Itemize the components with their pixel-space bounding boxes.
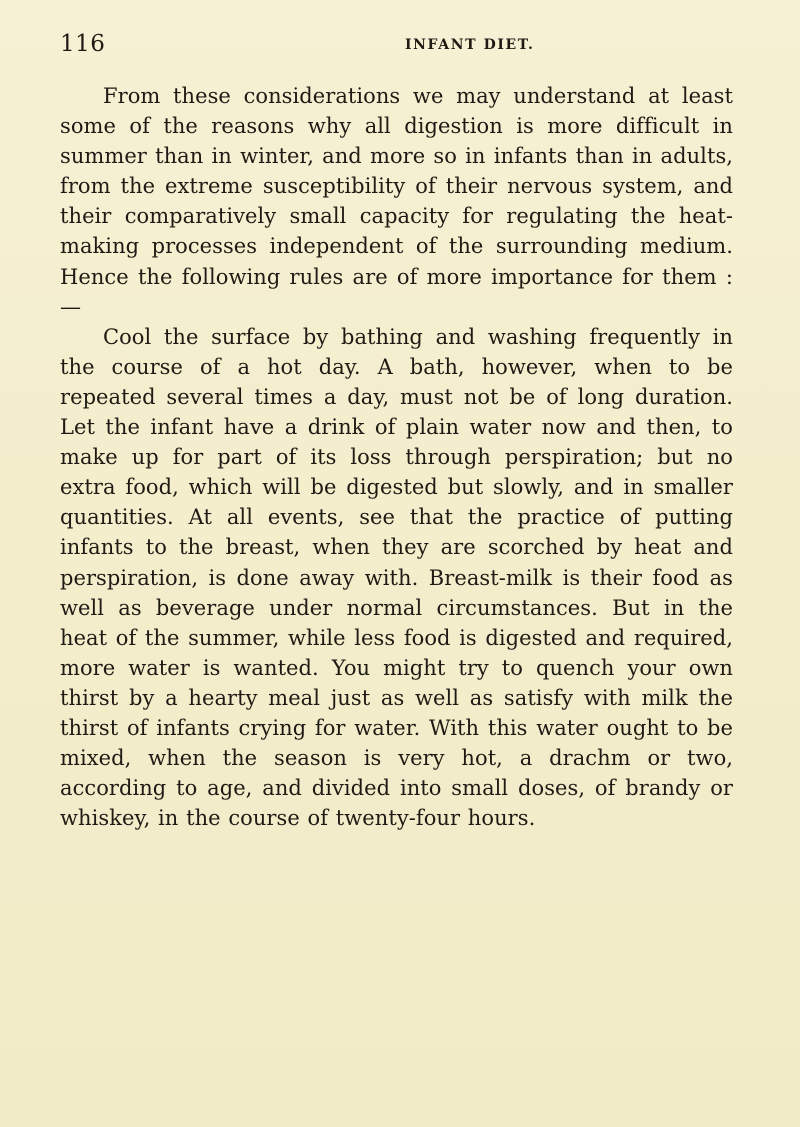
page-number: 116 xyxy=(60,31,106,57)
paragraph-2: Cool the surface by bathing and washing frequently in the course of a hot day. A bath, however, when to be repeated several times a day, must not be of long duration. Let the infant have a drink of plain water now and then, to make up for part of its loss through perspiration; but no extra food, which will be digested but slowly, and in smaller quantities. At all events, see that the practice of putting infants to the breast, when they are scorched by heat and perspiration, is done away with. Breast-milk is their food as well as beverage under normal circumstances. But in the heat of the summer, while less food is digested and required, more water is wanted. You might try to quench your own thirst by a hearty meal just as well as satisfy with milk the thirst of infants crying for water. With this water ought to be mixed, when the season is very hot, a drachm or two, according to age, and divided into small doses, of brandy or whiskey, in the course of twenty-four hours. xyxy=(60,324,733,831)
paragraph-1: From these considerations we may understand at least some of the reasons why all digestion is more difficult in summer than in winter, and more so in infants than in adults, from the extreme susceptibility of their nervous system, and their comparatively small capacity for regulating the heat-making processes independent of the surrounding medium. Hence the following rules are of more importance for them :— xyxy=(60,84,733,319)
body-text xyxy=(60,81,733,833)
running-head: INFANT DIET. xyxy=(405,37,535,53)
page-header xyxy=(60,33,733,63)
